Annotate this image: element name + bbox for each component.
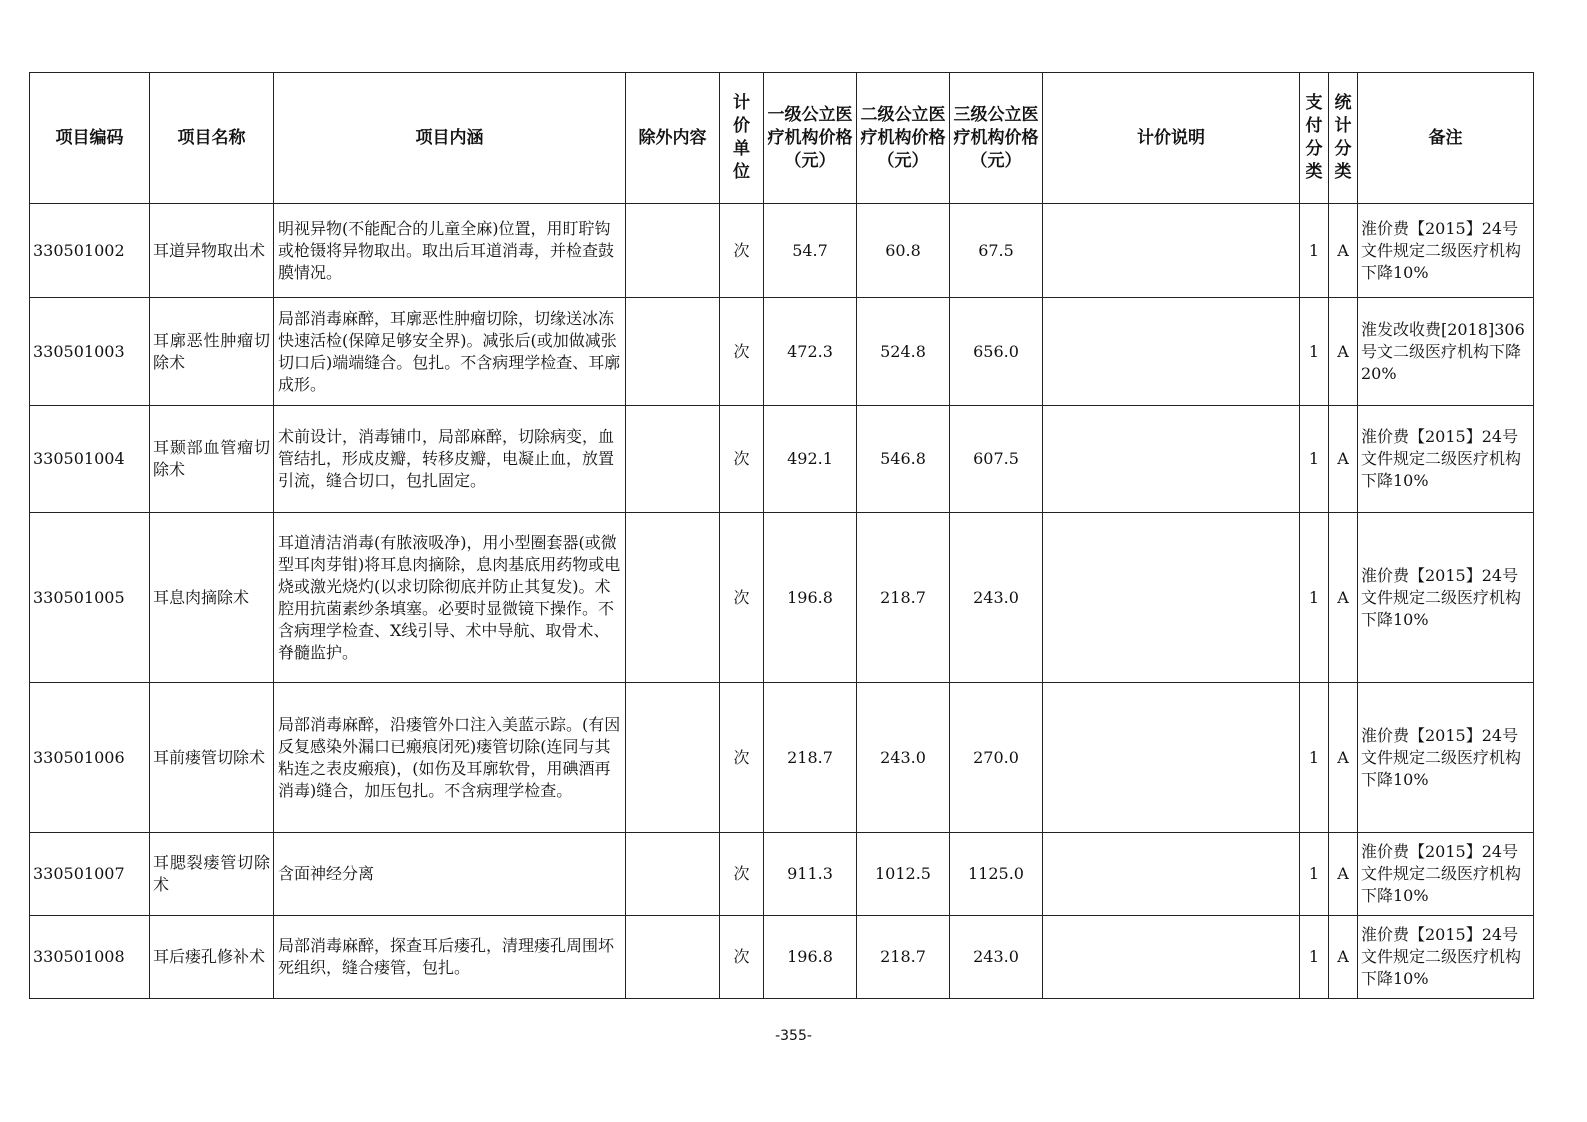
header-name: 项目名称 [150, 73, 274, 204]
cell-price3: 607.5 [950, 406, 1043, 513]
cell-exclusion [626, 916, 720, 999]
cell-content: 局部消毒麻醉，沿瘘管外口注入美蓝示踪。(有因反复感染外漏口已瘢痕闭死)瘘管切除(连同与其粘连之表皮瘢痕)，(如伤及耳廓软骨，用碘酒再消毒)缝合，加压包扎。不含病理学检查。 [274, 683, 626, 833]
header-price2: 二级公立医疗机构价格（元） [857, 73, 950, 204]
cell-price2: 1012.5 [857, 833, 950, 916]
cell-price3: 656.0 [950, 298, 1043, 406]
cell-remark: 淮价费【2015】24号文件规定二级医疗机构下降10% [1358, 916, 1534, 999]
cell-exclusion [626, 298, 720, 406]
cell-name: 耳廓恶性肿瘤切除术 [150, 298, 274, 406]
cell-remark: 淮价费【2015】24号文件规定二级医疗机构下降10% [1358, 513, 1534, 683]
header-unit: 计价单位 [720, 73, 764, 204]
cell-price3: 243.0 [950, 513, 1043, 683]
cell-pay: 1 [1300, 683, 1329, 833]
cell-price2: 218.7 [857, 513, 950, 683]
cell-code: 330501003 [30, 298, 150, 406]
cell-price1: 218.7 [764, 683, 857, 833]
cell-code: 330501008 [30, 916, 150, 999]
cell-exclusion [626, 406, 720, 513]
cell-code: 330501006 [30, 683, 150, 833]
header-note: 计价说明 [1043, 73, 1300, 204]
cell-note [1043, 513, 1300, 683]
cell-unit: 次 [720, 916, 764, 999]
cell-stat: A [1329, 683, 1358, 833]
header-price1: 一级公立医疗机构价格（元） [764, 73, 857, 204]
cell-note [1043, 916, 1300, 999]
cell-code: 330501004 [30, 406, 150, 513]
cell-pay: 1 [1300, 513, 1329, 683]
cell-code: 330501007 [30, 833, 150, 916]
table-row [30, 916, 1534, 999]
cell-unit: 次 [720, 683, 764, 833]
cell-price2: 546.8 [857, 406, 950, 513]
cell-note [1043, 298, 1300, 406]
cell-remark: 淮价费【2015】24号文件规定二级医疗机构下降10% [1358, 833, 1534, 916]
cell-price1: 54.7 [764, 204, 857, 298]
table-row [30, 833, 1534, 916]
cell-unit: 次 [720, 406, 764, 513]
table-row [30, 406, 1534, 513]
cell-note [1043, 833, 1300, 916]
cell-price3: 270.0 [950, 683, 1043, 833]
price-table [29, 72, 1534, 999]
table-row [30, 298, 1534, 406]
header-content: 项目内涵 [274, 73, 626, 204]
cell-code: 330501002 [30, 204, 150, 298]
cell-name: 耳后瘘孔修补术 [150, 916, 274, 999]
cell-stat: A [1329, 513, 1358, 683]
table-row [30, 513, 1534, 683]
cell-content: 局部消毒麻醉，耳廓恶性肿瘤切除，切缘送冰冻快速活检(保障足够安全界)。减张后(或加做减张切口后)端端缝合。包扎。不含病理学检查、耳廓成形。 [274, 298, 626, 406]
cell-stat: A [1329, 204, 1358, 298]
cell-stat: A [1329, 406, 1358, 513]
header-price3: 三级公立医疗机构价格（元） [950, 73, 1043, 204]
table-row [30, 683, 1534, 833]
header-stat: 统计分类 [1329, 73, 1358, 204]
table-row [30, 204, 1534, 298]
cell-price3: 243.0 [950, 916, 1043, 999]
cell-price1: 911.3 [764, 833, 857, 916]
cell-price1: 472.3 [764, 298, 857, 406]
cell-exclusion [626, 204, 720, 298]
cell-content: 耳道清洁消毒(有脓液吸净)，用小型圈套器(或微型耳肉芽钳)将耳息肉摘除，息肉基底用药物或电烧或激光烧灼(以求切除彻底并防止其复发)。术腔用抗菌素纱条填塞。必要时显微镜下操作。不含病理学检查、X线引导、术中导航、取骨术、脊髓监护。 [274, 513, 626, 683]
cell-unit: 次 [720, 833, 764, 916]
cell-exclusion [626, 833, 720, 916]
cell-name: 耳息肉摘除术 [150, 513, 274, 683]
cell-pay: 1 [1300, 298, 1329, 406]
cell-content: 局部消毒麻醉，探查耳后瘘孔，清理瘘孔周围坏死组织，缝合瘘管，包扎。 [274, 916, 626, 999]
cell-stat: A [1329, 833, 1358, 916]
cell-content: 含面神经分离 [274, 833, 626, 916]
cell-pay: 1 [1300, 833, 1329, 916]
cell-note [1043, 683, 1300, 833]
cell-price2: 524.8 [857, 298, 950, 406]
cell-name: 耳前瘘管切除术 [150, 683, 274, 833]
cell-remark: 淮发改收费[2018]306号文二级医疗机构下降20% [1358, 298, 1534, 406]
cell-pay: 1 [1300, 916, 1329, 999]
cell-exclusion [626, 683, 720, 833]
header-code: 项目编码 [30, 73, 150, 204]
cell-name: 耳腮裂瘘管切除术 [150, 833, 274, 916]
cell-unit: 次 [720, 298, 764, 406]
header-exclusion: 除外内容 [626, 73, 720, 204]
cell-name: 耳道异物取出术 [150, 204, 274, 298]
header-remark: 备注 [1358, 73, 1534, 204]
cell-name: 耳颞部血管瘤切除术 [150, 406, 274, 513]
cell-stat: A [1329, 916, 1358, 999]
cell-pay: 1 [1300, 406, 1329, 513]
cell-note [1043, 406, 1300, 513]
cell-price2: 218.7 [857, 916, 950, 999]
cell-price2: 60.8 [857, 204, 950, 298]
cell-note [1043, 204, 1300, 298]
cell-code: 330501005 [30, 513, 150, 683]
cell-exclusion [626, 513, 720, 683]
cell-price1: 196.8 [764, 916, 857, 999]
cell-price3: 1125.0 [950, 833, 1043, 916]
cell-price3: 67.5 [950, 204, 1043, 298]
cell-remark: 淮价费【2015】24号文件规定二级医疗机构下降10% [1358, 683, 1534, 833]
header-pay: 支付分类 [1300, 73, 1329, 204]
cell-unit: 次 [720, 513, 764, 683]
page-number: -355- [775, 1028, 812, 1044]
cell-pay: 1 [1300, 204, 1329, 298]
cell-price2: 243.0 [857, 683, 950, 833]
cell-remark: 淮价费【2015】24号文件规定二级医疗机构下降10% [1358, 204, 1534, 298]
cell-unit: 次 [720, 204, 764, 298]
cell-price1: 196.8 [764, 513, 857, 683]
cell-price1: 492.1 [764, 406, 857, 513]
cell-stat: A [1329, 298, 1358, 406]
cell-content: 术前设计，消毒铺巾，局部麻醉，切除病变，血管结扎，形成皮瓣，转移皮瓣，电凝止血，放置引流，缝合切口，包扎固定。 [274, 406, 626, 513]
cell-content: 明视异物(不能配合的儿童全麻)位置，用盯聍钩或枪镊将异物取出。取出后耳道消毒，并检查鼓膜情况。 [274, 204, 626, 298]
cell-remark: 淮价费【2015】24号文件规定二级医疗机构下降10% [1358, 406, 1534, 513]
header-row [30, 73, 1534, 204]
